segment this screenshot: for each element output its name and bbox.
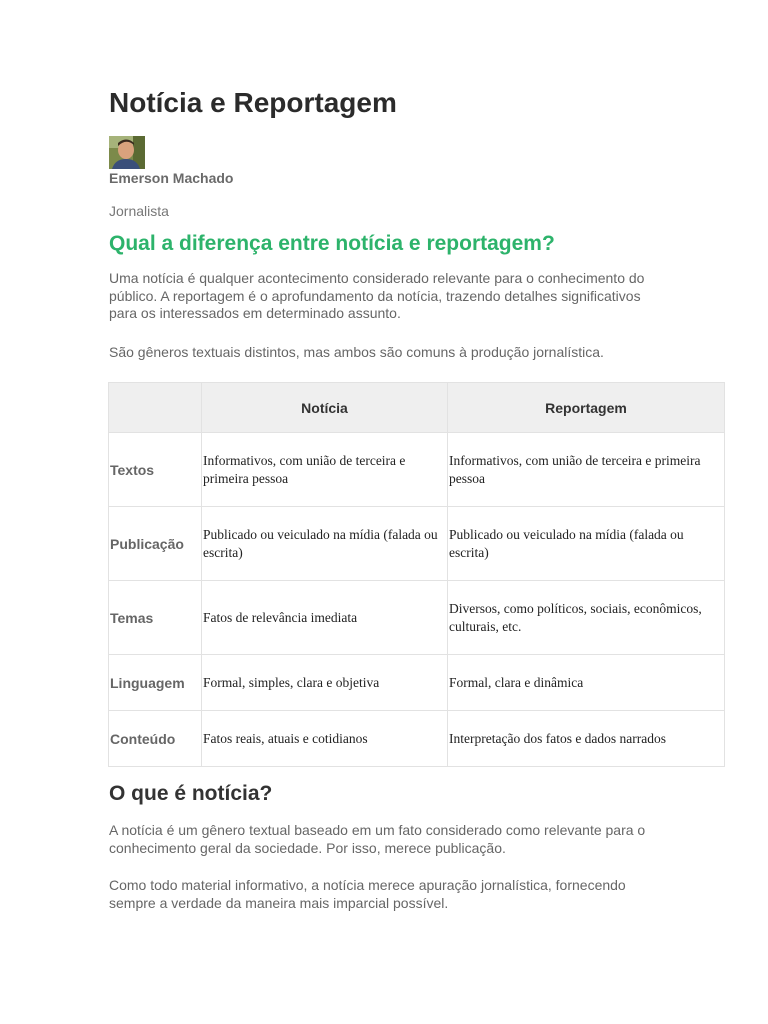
table-row bbox=[109, 507, 725, 581]
avatar-photo bbox=[109, 136, 145, 169]
row-label: Publicação bbox=[109, 507, 202, 581]
definition-paragraph: A notícia é um gênero textual baseado em um fato considerado como relevante para o conhecimento geral da sociedade. Por isso, merece publicação. bbox=[109, 822, 646, 856]
table-row bbox=[109, 711, 725, 767]
verification-paragraph: Como todo material informativo, a notícia merece apuração jornalística, fornecendo sempre a verdade da maneira mais imparcial possível. bbox=[109, 877, 626, 911]
table-row bbox=[109, 655, 725, 711]
noticia-cell: Formal, simples, clara e objetiva bbox=[202, 655, 448, 711]
table-row bbox=[109, 581, 725, 655]
noticia-cell: Informativos, com união de terceira e primeira pessoa bbox=[202, 433, 448, 507]
author-role: Jornalista bbox=[109, 203, 169, 219]
reportagem-cell: Informativos, com união de terceira e primeira pessoa bbox=[448, 433, 725, 507]
author-name[interactable]: Emerson Machado bbox=[109, 170, 234, 186]
table-row bbox=[109, 433, 725, 507]
page-title: Notícia e Reportagem bbox=[109, 87, 397, 118]
comparison-table bbox=[108, 382, 725, 767]
row-label: Linguagem bbox=[109, 655, 202, 711]
table-header-reportagem: Reportagem bbox=[448, 383, 725, 433]
row-label: Textos bbox=[109, 433, 202, 507]
reportagem-cell: Interpretação dos fatos e dados narrados bbox=[448, 711, 725, 767]
table-header-empty bbox=[109, 383, 202, 433]
author-avatar[interactable] bbox=[109, 136, 145, 169]
table-header-noticia: Notícia bbox=[202, 383, 448, 433]
noticia-cell: Fatos reais, atuais e cotidianos bbox=[202, 711, 448, 767]
table-header-row bbox=[109, 383, 725, 433]
reportagem-cell: Publicado ou veiculado na mídia (falada ou escrita) bbox=[448, 507, 725, 581]
row-label: Temas bbox=[109, 581, 202, 655]
genres-paragraph: São gêneros textuais distintos, mas ambos são comuns à produção jornalística. bbox=[109, 344, 604, 360]
noticia-cell: Fatos de relevância imediata bbox=[202, 581, 448, 655]
section-heading-what-is-news: O que é notícia? bbox=[109, 782, 273, 805]
intro-paragraph: Uma notícia é qualquer acontecimento considerado relevante para o conhecimento do público. A reportagem é o aprofundamento da notícia, trazendo detalhes significativos para os interessados em determinado assunto. bbox=[109, 270, 645, 321]
noticia-cell: Publicado ou veiculado na mídia (falada ou escrita) bbox=[202, 507, 448, 581]
row-label: Conteúdo bbox=[109, 711, 202, 767]
reportagem-cell: Diversos, como políticos, sociais, econômicos, culturais, etc. bbox=[448, 581, 725, 655]
reportagem-cell: Formal, clara e dinâmica bbox=[448, 655, 725, 711]
section-heading-difference: Qual a diferença entre notícia e reportagem? bbox=[109, 232, 555, 255]
